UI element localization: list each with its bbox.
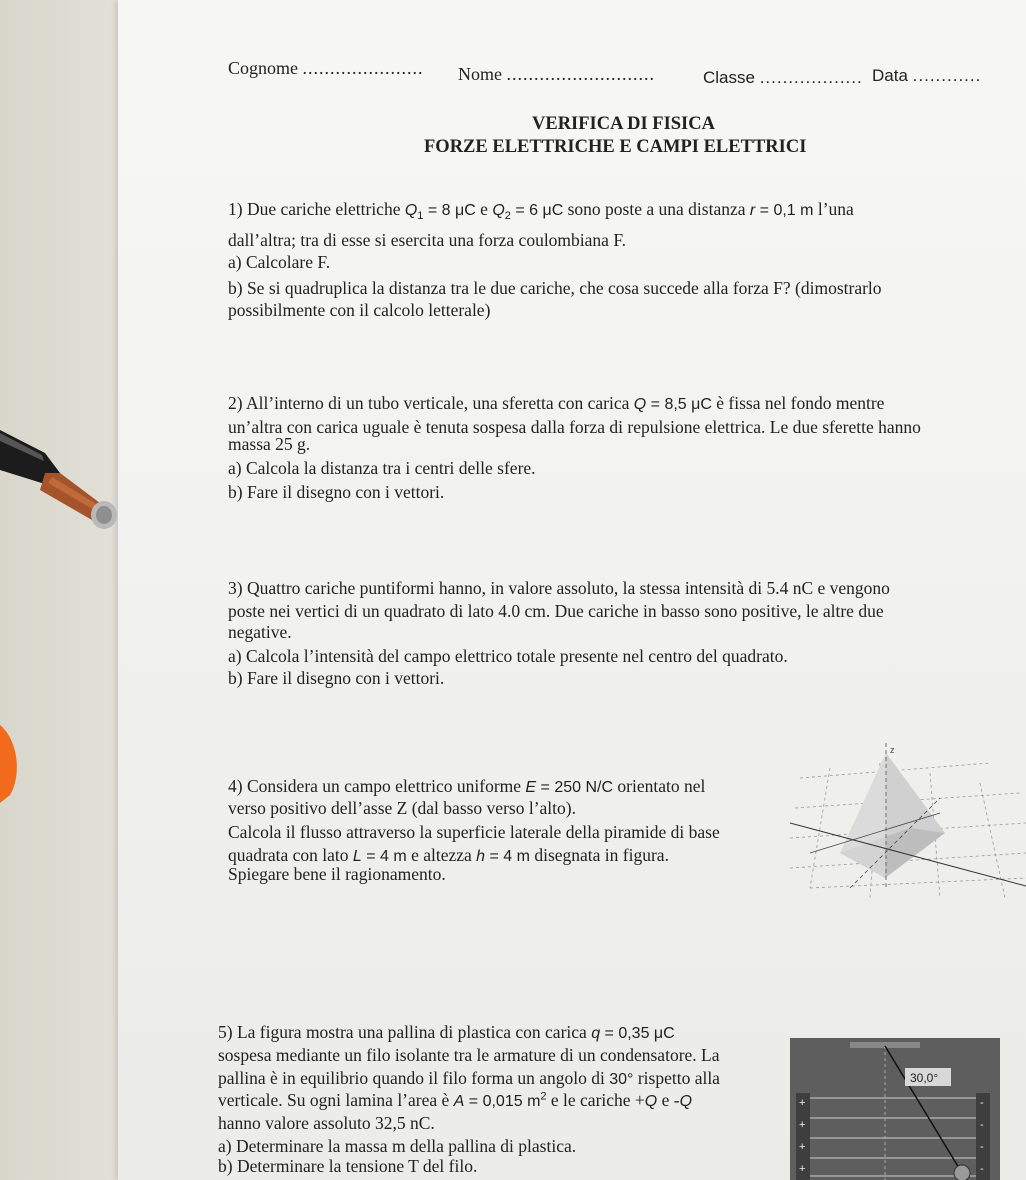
marker-image [0,725,22,805]
svg-text:-: - [980,1119,984,1131]
q5-line-3: pallina è in equilibrio quando il filo forma un angolo di 30° rispetto alla [218,1068,720,1088]
q5-line-5: hanno valore assoluto 32,5 nC. [218,1113,435,1133]
page-subtitle: FORZE ELETTRICHE E CAMPI ELETTRICI [424,137,807,157]
nome-group [458,64,655,85]
q5-line-1: 5) La figura mostra una pallina di plastica con carica q = 0,35 μC [218,1022,675,1042]
q1-line-5: possibilmente con il calcolo letterale) [228,300,491,320]
svg-text:-: - [980,1163,984,1175]
q3-line-4: a) Calcola l’intensità del campo elettrico totale presente nel centro del quadrato. [228,646,788,666]
svg-text:+: + [799,1141,806,1153]
svg-text:+: + [799,1163,806,1175]
nome-field: ........................... [506,64,655,84]
q4-line-3: Calcola il flusso attraverso la superficie laterale della piramide di base [228,822,720,842]
z-axis-label: z [890,745,895,755]
q4-line-5: Spiegare bene il ragionamento. [228,864,446,884]
q5-line-2: sospesa mediante un filo isolante tra le armature di un condensatore. La [218,1045,720,1065]
q1-line-2: dall’altra; tra di esse si esercita una forza coulombiana F. [228,230,627,250]
capacitor-figure [790,1038,1000,1180]
data-group [872,66,981,86]
svg-text:+: + [799,1119,806,1131]
q2-line-3: massa 25 g. [228,434,311,454]
q3-line-5: b) Fare il disegno con i vettori. [228,668,445,688]
classe-group [703,68,863,88]
classe-label: Classe [703,68,755,87]
q2-line-5: b) Fare il disegno con i vettori. [228,482,445,502]
q3-line-2: poste nei vertici di un quadrato di lato 4.0 cm. Due cariche in basso sono positive, le altre due [228,601,884,621]
q5-line-7: b) Determinare la tensione T del filo. [218,1156,478,1176]
q1-line-4: b) Se si quadruplica la distanza tra le due cariche, che cosa succede alla forza F? (dimostrarlo [228,278,882,298]
cognome-field: ...................... [302,58,424,78]
data-field: ............ [912,66,982,85]
q2-line-4: a) Calcola la distanza tra i centri delle sfere. [228,458,536,478]
q3-line-1: 3) Quattro cariche puntiformi hanno, in valore assoluto, la stessa intensità di 5.4 nC e vengono [228,578,890,598]
student-info-header [228,58,424,79]
q5-line-4: verticale. Su ogni lamina l’area è A = 0,015 $m^2$ e le cariche +Q e -Q [218,1090,693,1110]
q4-line-2: verso positivo dell’asse Z (dal basso verso l’alto). [228,798,576,818]
pen-image [0,425,125,535]
classe-field: .................. [759,68,863,87]
q2-line-2: un’altra con carica uguale è tenuta sospesa dalla forza di repulsione elettrica. Le due sferette hanno [228,417,921,437]
q1-line-1: 1) Due cariche elettriche $Q_1 = 8$ μC e $Q_2 = 6$ μC sono poste a una distanza r = 0,1 m l’una [228,199,854,223]
q4-line-1: 4) Considera un campo elettrico uniforme E = 250 N/C orientato nel [228,776,706,796]
q5-line-6: a) Determinare la massa m della pallina di plastica. [218,1136,577,1156]
angle-label: 30,0° [910,1071,939,1085]
q2-line-1: 2) All’interno di un tubo verticale, una sferetta con carica Q = 8,5 μC è fissa nel fondo mentre [228,393,885,413]
nome-label: Nome [458,64,502,84]
cognome-label: Cognome [228,58,298,78]
svg-text:-: - [980,1141,984,1153]
q4-line-4: quadrata con lato L = 4 m e altezza h = 4 m disegnata in figura. [228,845,669,865]
q3-line-3: negative. [228,622,292,642]
pyramid-figure [790,738,1026,903]
svg-text:-: - [980,1097,984,1109]
data-label: Data [872,66,908,85]
page-title: VERIFICA DI FISICA [532,114,715,134]
q1-line-3: a) Calcolare F. [228,252,331,272]
svg-text:+: + [799,1097,806,1109]
